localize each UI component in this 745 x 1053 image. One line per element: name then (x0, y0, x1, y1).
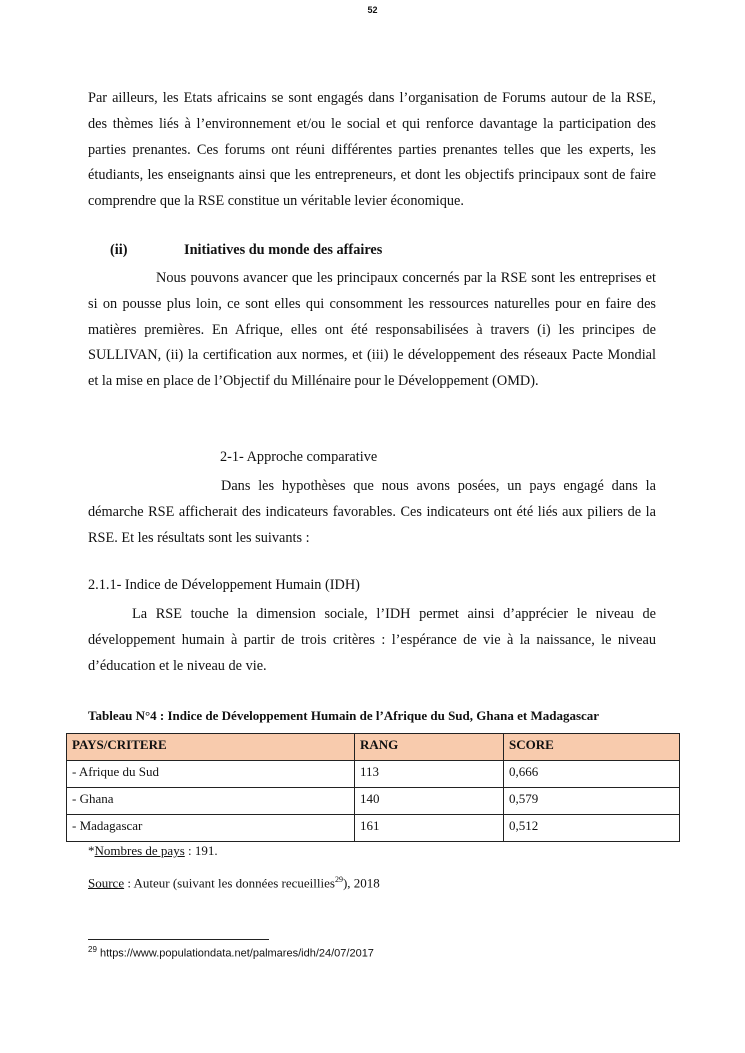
idh-table (66, 733, 680, 842)
paragraph-initiatives: Nous pouvons avancer que les principaux concernés par la RSE sont les entreprises et si on pousse plus loin, ce sont elles qui consomment les ressources naturelles pour en faire des matières premières. En Afrique, elles ont été responsabilisées à travers (i) les principes de SULLIVAN, (ii) la certification aux normes, et (iii) le développement des réseaux Pacte Mondial et la mise en place de l’Objectif du Millénaire pour le Développement (OMD). (88, 270, 656, 390)
table-header-row (67, 734, 680, 761)
footnote (88, 945, 374, 960)
table-row (67, 788, 680, 815)
source-label: Source (88, 875, 125, 891)
section-title: Initiatives du monde des affaires (184, 242, 383, 258)
paragraph-forums: Par ailleurs, les Etats africains se sont engagés dans l’organisation de Forums autour de la RSE, des thèmes liés à l’environnement et/ou le social et qui renforce davantage la participation des parties prenantes. Ces forums ont réuni différentes parties prenantes telles que les experts, les étudiants, les enseignants ainsi que les entrepreneurs, et dont les objectifs principaux sont de faire comprendre que la RSE constitue un véritable levier économique. (88, 90, 656, 210)
footnote-separator (88, 939, 269, 940)
note-value: : 191. (184, 843, 218, 858)
cell-country: - Afrique du Sud (67, 761, 355, 788)
cell-country: - Ghana (67, 788, 355, 815)
cell-rank: 113 (355, 761, 504, 788)
table-caption: Tableau N°4 : Indice de Développement Humain de l’Afrique du Sud, Ghana et Madagascar (88, 708, 600, 723)
section-heading-ii (110, 242, 382, 259)
subsection-heading-approche: 2-1- Approche comparative (220, 449, 378, 465)
footnote-number: 29 (88, 945, 97, 954)
header-rang: RANG (355, 734, 504, 761)
section-number: (ii) (110, 242, 128, 258)
page-number: 52 (367, 5, 378, 15)
cell-score: 0,666 (504, 761, 680, 788)
table-row (67, 761, 680, 788)
note-label: Nombres de pays (94, 843, 185, 858)
cell-score: 0,512 (504, 815, 680, 842)
header-pays: PAYS/CRITERE (67, 734, 355, 761)
footnote-text: https://www.populationdata.net/palmares/idh/24/07/2017 (96, 947, 374, 960)
cell-rank: 140 (355, 788, 504, 815)
table-source (88, 875, 380, 891)
source-suffix: ), 2018 (342, 875, 380, 891)
cell-score: 0,579 (504, 788, 680, 815)
paragraph-idh: La RSE touche la dimension sociale, l’IDH permet ainsi d’apprécier le niveau de développement humain à partir de trois critères : l’espérance de vie à la naissance, le niveau d’éducation et le niveau de vie. (88, 606, 656, 674)
table-note (88, 843, 218, 859)
source-text: : Auteur (suivant les données recueillies (124, 875, 335, 891)
paragraph-approche: Dans les hypothèses que nous avons posées, un pays engagé dans la démarche RSE afficherait des indicateurs favorables. Ces indicateurs ont été liés aux piliers de la RSE. Et les résultats sont les suivants : (88, 478, 656, 546)
table-row (67, 815, 680, 842)
footnote-reference: 29 (334, 875, 343, 884)
subsection-heading-idh: 2.1.1- Indice de Développement Humain (IDH) (88, 577, 360, 593)
cell-rank: 161 (355, 815, 504, 842)
cell-country: - Madagascar (67, 815, 355, 842)
note-prefix: * (88, 843, 95, 858)
header-score: SCORE (504, 734, 680, 761)
